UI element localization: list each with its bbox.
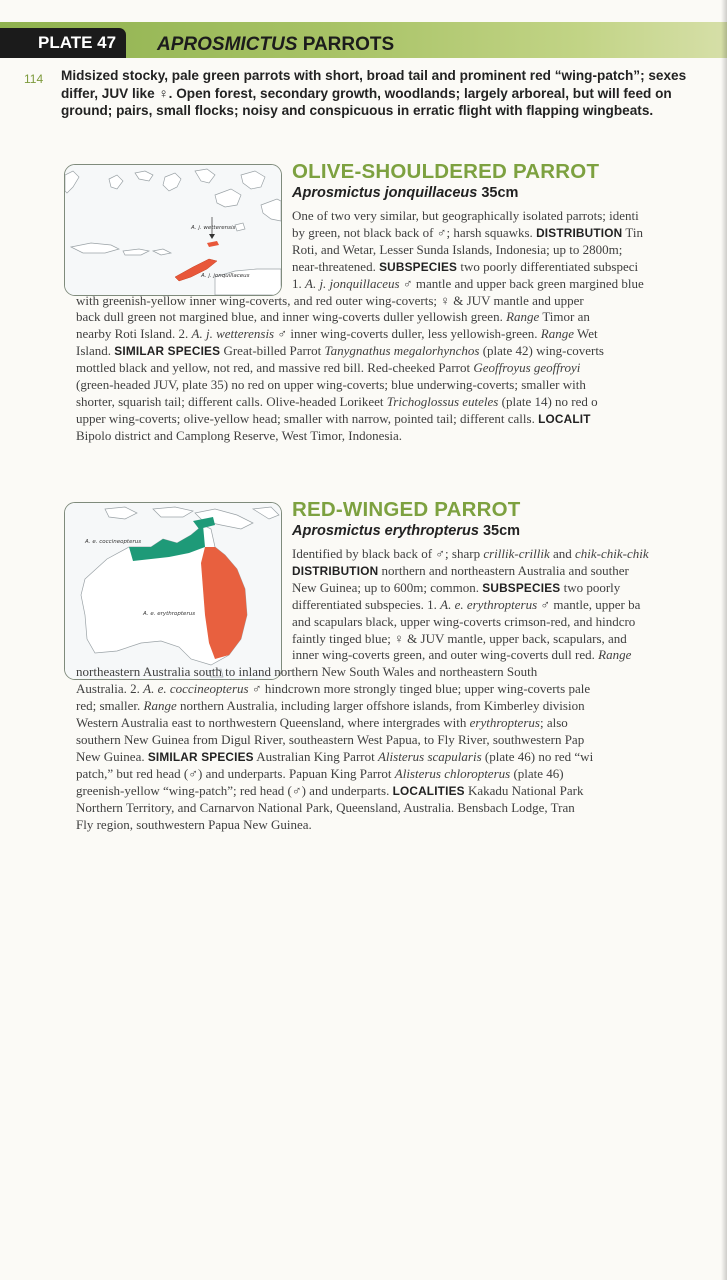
text-run: faintly tinged blue; ♀ & JUV mantle, upper back, scapulars, and [292,630,627,646]
italic-term: A. e. coccineopterus [143,681,249,697]
section-keyword: SIMILAR SPECIES [147,749,254,764]
species-name-block [292,160,599,203]
description-line [76,715,649,732]
plate-title [157,31,394,59]
text-run: inner wing-coverts green, and outer wing-coverts dull red. [292,647,599,663]
text-run: ♂ inner wing-coverts duller, less yellowish-green. [274,326,541,342]
text-run: upper wing-coverts; olive-yellow head; smaller with narrow, pointed tail; different calls. [76,410,539,426]
description-line [76,664,649,681]
description-line [76,698,649,715]
description-line [76,360,644,377]
species-scientific-name: Aprosmictus jonquillaceus [292,185,478,201]
description-line [292,546,649,563]
section-keyword: SUBSPECIES [379,259,458,274]
text-run: Bipolo district and Camplong Reserve, West Timor, Indonesia. [76,427,403,443]
italic-term: chik-chik-chik [575,546,649,561]
italic-term: erythropterus [469,715,540,731]
description-line [76,817,649,834]
description-line [292,276,644,293]
species-entry-red-winged-parrot [0,496,727,896]
description-line [76,343,644,360]
italic-term: Alisterus scapularis [377,748,482,764]
text-run: (plate 46) [510,765,564,781]
species-length: 35cm [481,185,519,201]
map-label-jonquillaceus: A. j. jonquillaceus [201,273,250,279]
description-line [292,631,649,648]
description-line [76,428,644,445]
book-spine-shadow [721,0,727,1280]
description-line [76,783,649,800]
description-line [292,225,644,242]
text-run: (green-headed JUV, plate 35) no red on upper wing-coverts; blue underwing-coverts; smaller with [76,377,586,393]
text-run: ♂ hindcrown more strongly tinged blue; upper wing-coverts pale [248,681,591,697]
page-number: 114 [24,72,44,86]
description-line [76,732,649,749]
description-line [292,208,644,225]
italic-term: Range [506,309,540,325]
text-run: nearby Roti Island. 2. [76,326,192,342]
section-keyword: SUBSPECIES [482,580,561,595]
text-run: back dull green not margined blue, and inner wing-coverts duller yellowish green. [76,309,507,325]
section-keyword: SIMILAR SPECIES [114,344,221,359]
text-run: northern and northeastern Australia and souther [378,562,629,578]
range-map-red-winged-parrot [64,502,282,680]
italic-term: Range [540,326,574,342]
species-name-block [292,498,521,541]
description-line [76,309,644,326]
italic-term: Trichoglossus euteles [386,393,499,409]
text-run: mottled black and yellow, not red, and massive red bill. Red-cheeked Parrot [76,360,474,376]
description-line [76,766,649,783]
text-run: Great-billed Parrot [220,343,325,359]
text-run: Kakadu National Park [464,782,584,798]
text-run: and scapulars black, upper wing-coverts crimson-red, and hindcro [292,613,636,629]
species-description [76,208,644,445]
text-run: New Guinea; up to 600m; common. [292,579,483,595]
text-run: two poorly [560,579,621,595]
text-run: patch,” but red head (♂) and underparts. Papuan King Parrot [76,765,395,781]
text-run: greenish-yellow “wing-patch”; red head (♂) and underparts. [76,782,393,798]
section-keyword: DISTRIBUTION [292,563,379,578]
text-run: and [549,546,576,561]
text-run: ; also [539,715,568,731]
text-run: Northern Territory, and Carnarvon National Park, Queensland, Australia. Bensbach Lodge, Tran [76,799,575,815]
description-line [292,563,649,580]
text-run: Australia. 2. [76,681,144,697]
description-line [76,681,649,698]
description-line [292,614,649,631]
species-common-name: OLIVE-SHOULDERED PARROT [292,160,600,183]
italic-term: A. j. jonquillaceus [305,275,400,291]
plate-number-label: PLATE 47 [0,28,126,58]
description-line [76,394,644,411]
text-run: One of two very similar, but geographically isolated parrots; identi [292,208,639,223]
text-run: near-threatened. [292,258,380,274]
text-run: (plate 14) no red o [498,393,598,409]
text-run: red; smaller. [76,698,144,714]
text-run: by green, not black back of ♂; harsh squawks. [292,224,537,240]
description-line [76,293,644,310]
description-line [76,749,649,766]
text-run: New Guinea. [76,748,148,764]
description-line [292,647,649,664]
text-run: southern New Guinea from Digul River, southeastern West Papua, to Fly River, southwestern Pap [76,731,585,747]
text-run: ♂ mantle, upper ba [537,596,641,612]
species-entry-olive-shouldered-parrot [0,160,727,490]
species-scientific-line [292,522,521,541]
italic-term: Geoffroyus geoffroyi [473,360,581,376]
range-map-svg [65,503,281,679]
species-scientific-name: Aprosmictus erythropterus [292,523,479,539]
text-run: Tin [622,224,643,240]
section-keyword: DISTRIBUTION [536,225,623,240]
text-run: Timor an [539,309,590,325]
text-run: Fly region, southwestern Papua New Guinea. [76,816,312,832]
text-run: Roti, and Wetar, Lesser Sunda Islands, Indonesia; up to 2800m; [292,241,623,257]
map-label-erythropterus: A. e. erythropterus [143,611,196,617]
text-run: northeastern Australia south to inland northern New South Wales and northeastern South [76,664,538,680]
italic-term: Range [143,698,177,714]
plate-title-rest: PARROTS [302,34,395,55]
range-map-svg [65,165,281,295]
species-scientific-line [292,184,599,203]
map-label-wetterensis: A. j. wetterensis [191,225,236,231]
description-line [292,597,649,614]
text-run: 1. [292,275,305,291]
plate-title-genus: APROSMICTUS [157,34,298,55]
section-keyword: LOCALIT [538,411,591,426]
species-common-name: RED-WINGED PARROT [292,498,521,521]
text-run: (plate 42) wing-coverts [479,343,604,359]
text-run: Western Australia east to northwestern Queensland, where intergrades with [76,715,470,731]
text-run: Australian King Parrot [253,748,378,764]
description-line [76,411,644,428]
italic-term: Range [598,647,632,663]
text-run: shorter, squarish tail; different calls. Olive-headed Lorikeet [76,393,387,409]
description-line [292,259,644,276]
text-run: with greenish-yellow inner wing-coverts, and red outer wing-coverts; ♀ & JUV mantle and upper [76,292,584,308]
description-line [76,800,649,817]
text-run: differentiated subspecies. 1. [292,596,441,612]
italic-term: Alisterus chloropterus [394,765,511,781]
range-map-olive-shouldered-parrot [64,164,282,296]
genus-intro-paragraph: Midsized stocky, pale green parrots with short, broad tail and prominent red “wing-patch”; sexes differ, JUV like ♀. Open forest, secondary growth, woodlands; largely arboreal, but will feed on ground; pairs, small flocks; noisy and conspicuous in erratic flight with flapping wingbeats. [61,68,687,118]
text-run: Island. [76,343,115,359]
text-run: two poorly differentiated subspeci [457,258,639,274]
text-run: ♂ mantle and upper back green margined blue [399,275,644,291]
species-description [76,546,649,833]
map-label-coccineopterus: A. e. coccineopterus [85,539,142,545]
italic-term: A. e. erythropterus [440,596,538,612]
italic-term: Tanygnathus megalorhynchos [324,343,480,359]
text-run: northern Australia, including larger offshore islands, from Kimberley division [176,698,585,714]
text-run: Identified by black back of ♂; sharp [292,546,484,561]
description-line [292,242,644,259]
italic-term: crillik-crillik [483,546,550,561]
text-run: (plate 46) no red “wi [481,748,594,764]
species-length: 35cm [482,523,521,539]
description-line [76,326,644,343]
text-run: Wet [573,326,598,342]
section-keyword: LOCALITIES [392,783,465,798]
description-line [292,580,649,597]
italic-term: A. j. wetterensis [191,326,275,342]
description-line [76,377,644,394]
